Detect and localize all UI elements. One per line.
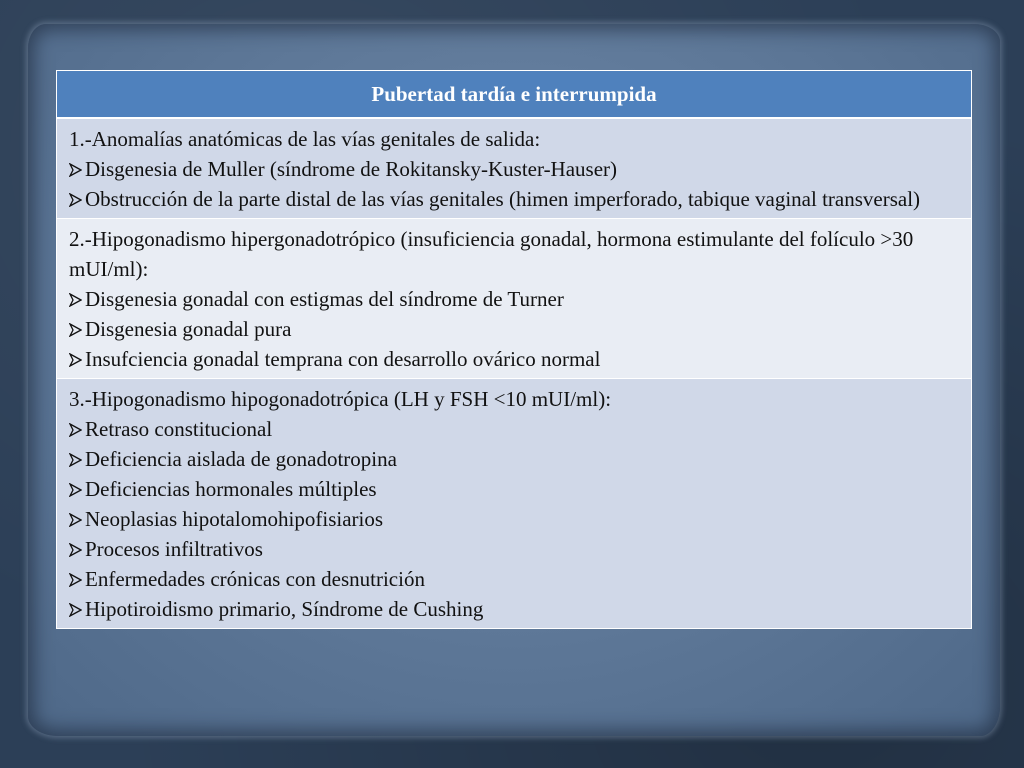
arrow-bullet-icon [69,543,82,557]
arrow-bullet-icon [69,483,82,497]
list-item: Disgenesia gonadal con estigmas del síndrome de Turner [69,284,961,314]
list-item: Deficiencias hormonales múltiples [69,474,961,504]
puberty-table [57,71,971,628]
table-row-section-2 [57,219,971,379]
section-2-heading: 2.-Hipogonadismo hipergonadotrópico (insuficiencia gonadal, hormona estimulante del folículo >30 mUI/ml): [69,227,914,281]
arrow-bullet-icon [69,603,82,617]
list-item: Deficiencia aislada de gonadotropina [69,444,961,474]
arrow-bullet-icon [69,163,82,177]
arrow-bullet-icon [69,293,82,307]
table-header-title: Pubertad tardía e interrumpida [57,71,971,118]
table-cell-section-2 [57,219,971,379]
section-1-heading: 1.-Anomalías anatómicas de las vías genitales de salida: [69,127,541,151]
list-item: Disgenesia gonadal pura [69,314,961,344]
table-header-row [57,71,971,118]
list-item: Procesos infiltrativos [69,534,961,564]
arrow-bullet-icon [69,193,82,207]
list-item: Retraso constitucional [69,414,961,444]
arrow-bullet-icon [69,323,82,337]
arrow-bullet-icon [69,513,82,527]
list-item: Neoplasias hipotalomohipofisiarios [69,504,961,534]
arrow-bullet-icon [69,423,82,437]
arrow-bullet-icon [69,453,82,467]
list-item: Enfermedades crónicas con desnutrición [69,564,961,594]
arrow-bullet-icon [69,573,82,587]
section-3-heading: 3.-Hipogonadismo hipogonadotrópica (LH y FSH <10 mUI/ml): [69,387,612,411]
arrow-bullet-icon [69,353,82,367]
list-item: Insufciencia gonadal temprana con desarrollo ovárico normal [69,344,961,374]
content-table-container [56,70,972,629]
table-row-section-3 [57,379,971,629]
table-cell-section-3 [57,379,971,629]
table-cell-section-1 [57,118,971,219]
list-item: Disgenesia de Muller (síndrome de Rokitansky-Kuster-Hauser) [69,154,961,184]
list-item: Obstrucción de la parte distal de las vías genitales (himen imperforado, tabique vaginal transversal) [69,184,961,214]
table-row-section-1 [57,118,971,219]
list-item: Hipotiroidismo primario, Síndrome de Cushing [69,594,961,624]
